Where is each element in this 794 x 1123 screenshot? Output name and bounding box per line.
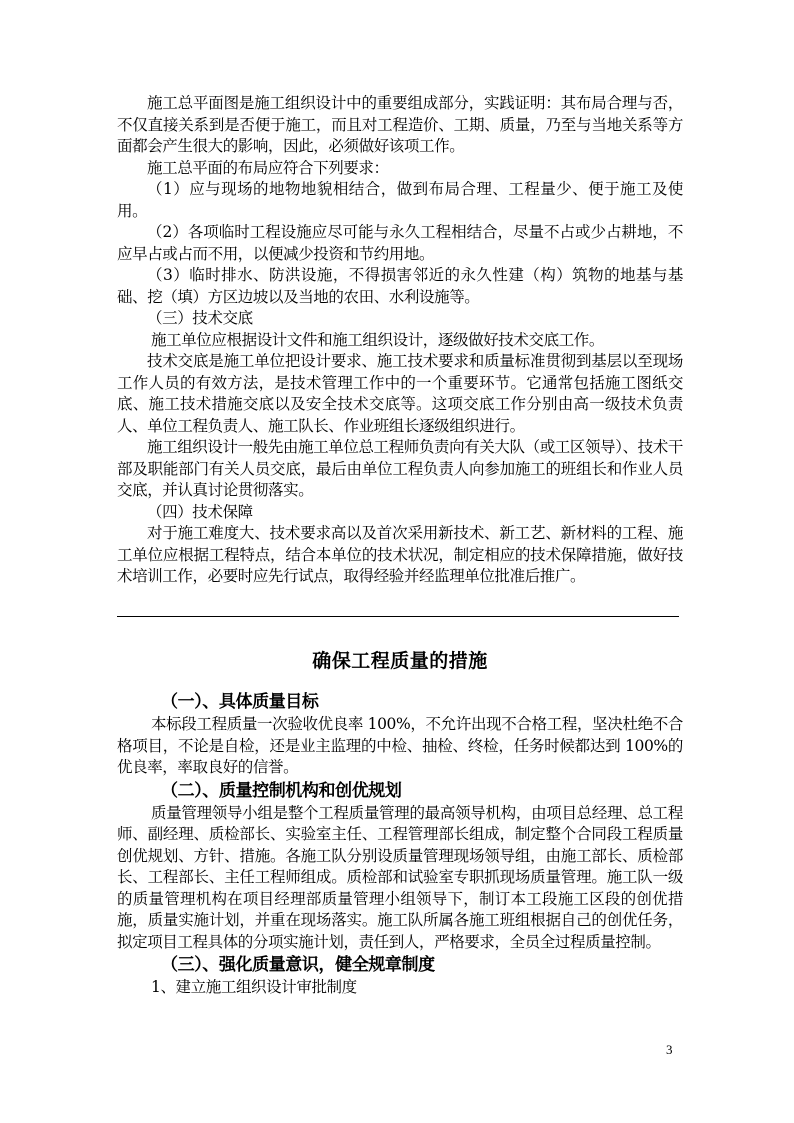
paragraph: 施工单位应根据设计文件和施工组织设计，逐级做好技术交底工作。 xyxy=(151,330,605,349)
paragraph: 施工总平面的布局应符合下列要求： xyxy=(147,158,389,177)
subheading: （三）技术交底 xyxy=(147,309,253,327)
paragraph: 本标段工程质量一次验收优良率 100%，不允许出现不合格工程，坚决杜绝不合格项目，不论是自检，还是业主监理的中检、抽检、终检，任务时候都达到 100%的优良率，率取良好的信誉。 xyxy=(117,715,683,776)
list-item: （1）应与现场的地物地貌相结合，做到布局合理、工程量少、便于施工及使用。 xyxy=(117,180,683,220)
subheading: （四）技术保障 xyxy=(147,502,253,521)
previous-section-text xyxy=(117,93,683,588)
paragraph: 质量管理领导小组是整个工程质量管理的最高领导机构，由项目总经理、总工程师、副经理、质检部长、实验室主任、工程管理部长组成，制定整个合同段工程质量创优规划、方针、措施。各施工队分别设质量管理现场领导组，由施工部长、质检部长、工程部长、主任工程师组成。质检部和试验室专职抓现场质量管理。施工队一级的质量管理机构在项目经理部质量管理小组领导下，制订本工段施工区段的创优措施，质量实施计划，并重在现场落实。施工队所属各施工班组根据自己的创优任务，拟定项目工程具体的分项实施计划，责任到人，严格要求，全员全过程质量控制。 xyxy=(117,803,683,951)
list-item: （3）临时排水、防洪设施，不得损害邻近的永久性建（构）筑物的地基与基础、挖（填）方区边坡以及当地的农田、水利设施等。 xyxy=(117,266,683,306)
paragraph: 技术交底是施工单位把设计要求、施工技术要求和质量标准贯彻到基层以至现场工作人员的有效方法，是技术管理工作中的一个重要环节。它通常包括施工图纸交底、施工技术措施交底以及安全技术交底等。这项交底工作分别由高一级技术负责人、单位工程负责人、施工队长、作业班组长逐级组织进行。 xyxy=(117,352,683,435)
paragraph: 施工总平面图是施工组织设计中的重要组成部分，实践证明：其布局合理与否，不仅直接关系到是否便于施工，而且对工程造价、工期、质量，乃至与当地关系等方面都会产生很大的影响，因此，必须做好该项工作。 xyxy=(117,94,683,155)
paragraph: 1、建立施工组织设计审批制度 xyxy=(151,978,357,996)
heading-quality-awareness: （三）、强化质量意识，健全规章制度 xyxy=(161,955,435,975)
quality-measures-text xyxy=(117,690,683,999)
paragraph: 对于施工难度大、技术要求高以及首次采用新技术、新工艺、新材料的工程、施工单位应根据工程特点，结合本单位的技术状况，制定相应的技术保障措施，做好技术培训工作，必要时应先行试点，取得经验并经监理单位批准后推广。 xyxy=(117,524,683,585)
section-title: 确保工程质量的措施 xyxy=(312,650,488,672)
heading-quality-target: （一）、具体质量目标 xyxy=(161,692,319,712)
heading-quality-control: （二）、质量控制机构和创优规划 xyxy=(161,780,402,801)
page-number: 3 xyxy=(666,1042,673,1057)
paragraph: 施工组织设计一般先由施工单位总工程师负责向有关大队（或工区领导）、技术干部及职能部门有关人员交底，最后由单位工程负责人向参加施工的班组长和作业人员交底，并认真讨论贯彻落实。 xyxy=(117,438,683,499)
horizontal-divider xyxy=(117,616,679,617)
list-item: （2）各项临时工程设施应尽可能与永久工程相结合，尽量不占或少占耕地，不应早占或占而不用，以便减少投资和节约用地。 xyxy=(117,223,683,263)
